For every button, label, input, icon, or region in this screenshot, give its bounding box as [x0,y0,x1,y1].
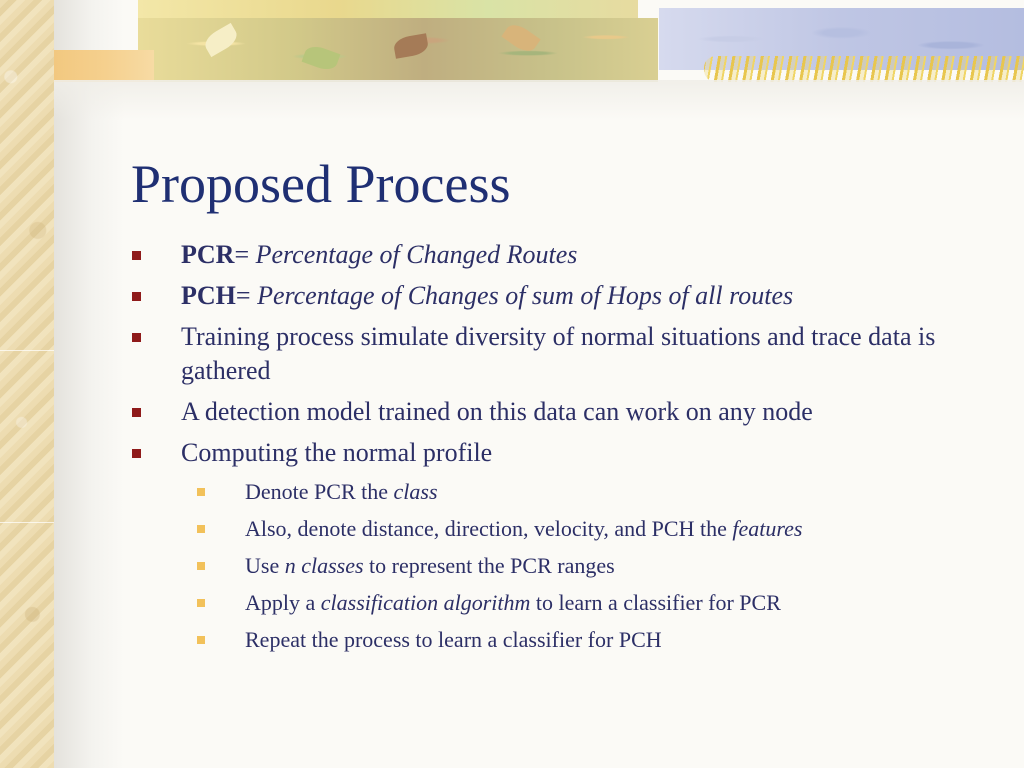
bullet-term: PCH [181,281,236,310]
border-seam [0,350,54,351]
sub-bullet-text: Repeat the process to learn a classifier for PCH [245,627,662,652]
banner-fade [54,80,1024,120]
sub-bullet-text: Use [245,553,285,578]
bullet-item [131,279,991,313]
square-bullet-icon [132,408,141,417]
sub-bullet-item [131,514,991,544]
sub-bullet-text: Denote PCR the [245,479,394,504]
bullet-separator: = [235,281,258,310]
bullet-item [131,436,991,470]
square-sub-bullet-icon [197,525,205,533]
sub-bullet-item [131,477,991,507]
sub-bullet-emphasis: classification algorithm [320,590,531,615]
square-bullet-icon [132,251,141,260]
bullet-item [131,238,991,272]
bullet-text: Computing the normal profile [181,438,493,467]
slide-title: Proposed Process [131,154,511,214]
grass-decoration [704,56,1024,82]
banner-orange-bar [54,50,154,82]
square-sub-bullet-icon [197,599,205,607]
bullet-text: Training process simulate diversity of normal situations and trace data is gathered [181,322,936,385]
sub-bullet-item [131,551,991,581]
sub-bullet-item [131,625,991,655]
bullet-term: PCR [181,240,235,269]
decorative-banner [54,0,1024,120]
sub-bullet-text: to learn a classifier for PCR [530,590,781,615]
square-sub-bullet-icon [197,488,205,496]
bullet-separator: = [234,240,256,269]
square-bullet-icon [132,292,141,301]
sub-bullet-text: to represent the PCR ranges [363,553,615,578]
parchment-border [0,0,54,768]
bullet-definition: Percentage of Changes of sum of Hops of all routes [257,281,794,310]
sub-bullet-item [131,588,991,618]
square-bullet-icon [132,333,141,342]
sub-bullet-emphasis: features [732,516,803,541]
sub-bullet-emphasis: class [393,479,438,504]
bullet-definition: Percentage of Changed Routes [255,240,578,269]
sub-bullet-emphasis: n classes [284,553,364,578]
bullet-list [131,238,991,662]
square-sub-bullet-icon [197,636,205,644]
bullet-item [131,395,991,429]
sub-bullet-text: Apply a [245,590,321,615]
bullet-item [131,320,991,388]
bullet-text: A detection model trained on this data can work on any node [181,397,813,426]
border-seam [0,522,54,523]
sub-bullet-text: Also, denote distance, direction, velocity, and PCH the [245,516,733,541]
square-sub-bullet-icon [197,562,205,570]
square-bullet-icon [132,449,141,458]
